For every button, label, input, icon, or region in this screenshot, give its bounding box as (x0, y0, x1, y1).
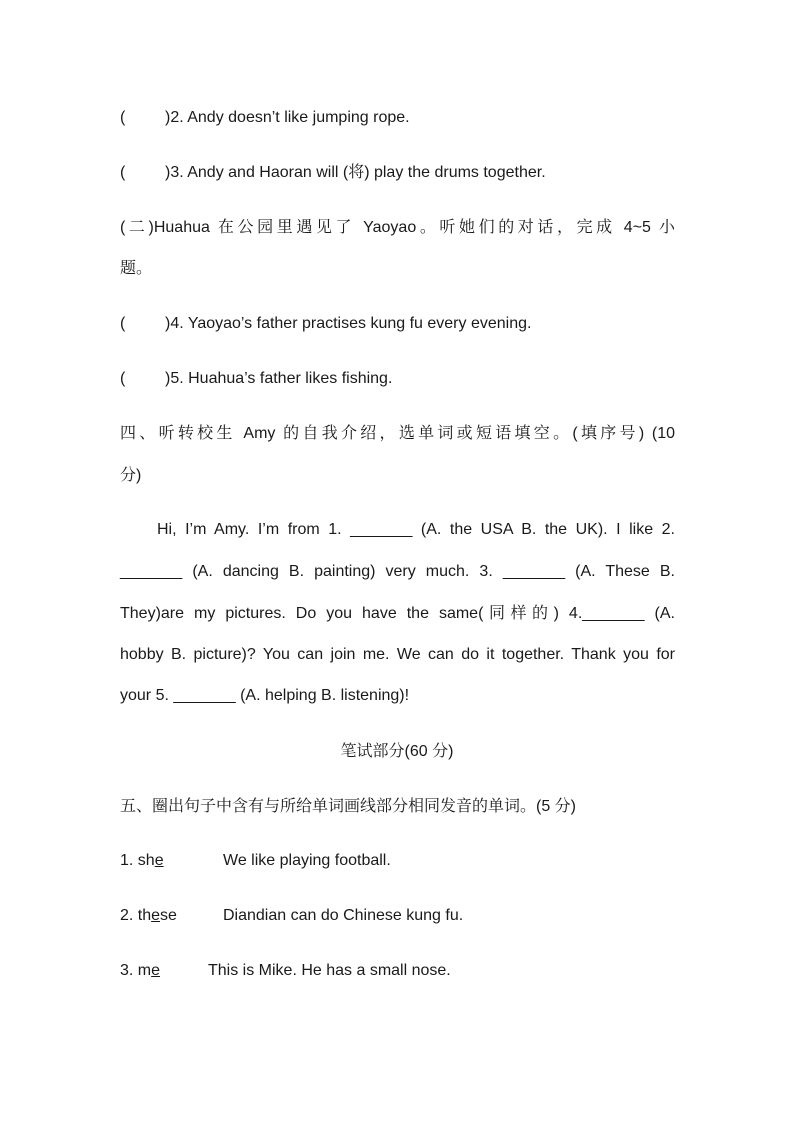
question-text: )2. Andy doesn’t like jumping rope. (165, 109, 410, 126)
passage-line-4: hobby B. picture)? You can join me. We can do it together. Thank you for (120, 646, 675, 663)
phonics-item-1 (120, 851, 675, 871)
part2-instruction-line2: 题。 (120, 260, 153, 277)
question-text: )4. Yaoyao’s father practises kung fu every evening. (165, 315, 532, 332)
answer-paren[interactable]: ( (120, 315, 126, 332)
section4-title-line1: 四、听转校生 Amy 的自我介绍，选单词或短语填空。(填序号) (10 (120, 425, 675, 442)
answer-paren[interactable]: ( (120, 109, 126, 126)
section5-title: 五、圈出句子中含有与所给单词画线部分相同发音的单词。(5 分) (120, 798, 577, 815)
item-number: 3. (120, 962, 138, 979)
question-text: )3. Andy and Haoran will (将) play the drums together. (165, 164, 546, 181)
part2-instruction-line1: (二)Huahua 在公园里遇见了 Yaoyao。听她们的对话，完成 4~5 小 (120, 219, 675, 236)
written-section-heading: 笔试部分(60 分) (340, 743, 454, 760)
question-4 (120, 314, 675, 334)
sentence[interactable]: Diandian can do Chinese kung fu. (223, 907, 464, 924)
passage-line-3: They)are my pictures. Do you have the same(同样的) 4._______ (A. (120, 605, 675, 622)
question-text: )5. Huahua’s father likes fishing. (165, 370, 393, 387)
section4-title-line2: 分) (120, 467, 142, 484)
phonics-item-3 (120, 961, 675, 981)
question-3 (120, 163, 675, 183)
phonics-item-2 (120, 906, 675, 926)
sentence[interactable]: This is Mike. He has a small nose. (208, 962, 451, 979)
answer-paren[interactable]: ( (120, 370, 126, 387)
given-word: me (137, 962, 161, 979)
sentence[interactable]: We like playing football. (223, 852, 391, 869)
underlined-letters: e (151, 962, 161, 979)
given-word: these (137, 907, 177, 924)
item-number: 2. (120, 907, 138, 924)
question-2 (120, 108, 675, 128)
item-number: 1. (120, 852, 138, 869)
passage-line-2: _______ (A. dancing B. painting) very much. 3. _______ (A. These B. (120, 563, 675, 580)
given-word: she (137, 852, 164, 869)
passage-line-1: Hi, I’m Amy. I’m from 1. _______ (A. the USA B. the UK). I like 2. (157, 521, 675, 538)
underlined-letters: e (151, 907, 161, 924)
underlined-letters: e (154, 852, 164, 869)
passage-line-5: your 5. _______ (A. helping B. listening)! (120, 687, 410, 704)
answer-paren[interactable]: ( (120, 164, 126, 181)
question-5 (120, 369, 675, 389)
